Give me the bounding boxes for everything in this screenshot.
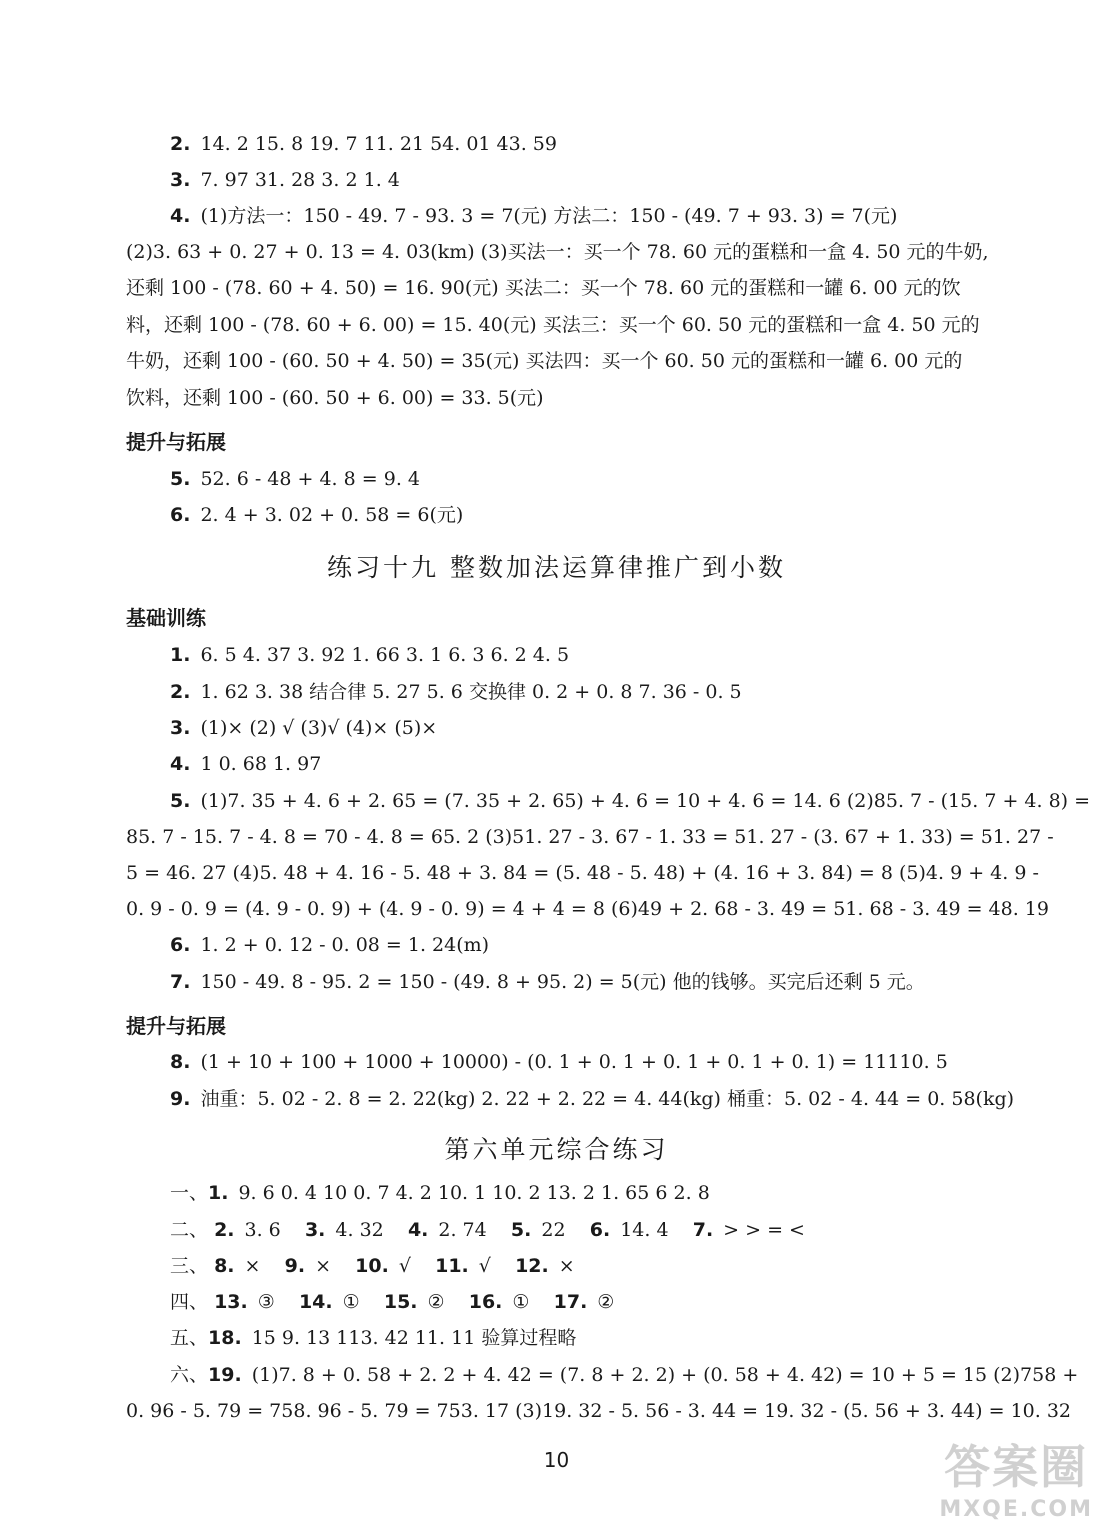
answer-line-5-cont: 85. 7 - 15. 7 - 4. 8 = 70 - 4. 8 = 65. 2 (3)51. 27 - 3. 67 - 1. 33 = 51. 27 - (3. 67 + 1. 33) = 51. 27 - xyxy=(126,826,1054,848)
page-number: 10 xyxy=(543,1448,570,1472)
answer-line-4-cont: (2)3. 63 + 0. 27 + 0. 13 = 4. 03(km) (3)买法一：买一个 78. 60 元的蛋糕和一盒 4. 50 元的牛奶, xyxy=(126,241,989,263)
answer-row-2: 二、 2. 3. 6 3. 4. 32 4. 2. 74 5. 22 6. 14. 4 7. > > = < xyxy=(170,1219,805,1241)
answer-row-1: 一、1. 9. 6 0. 4 10 0. 7 4. 2 10. 1 10. 2 13. 2 1. 65 6 2. 8 xyxy=(170,1182,710,1204)
answer-line-3: 3. (1)× (2) √ (3)√ (4)× (5)× xyxy=(170,717,438,739)
section-heading: 提升与拓展 xyxy=(126,430,226,454)
answer-line-4-cont: 料，还剩 100 - (78. 60 + 6. 00) = 15. 40(元) 买法三：买一个 60. 50 元的蛋糕和一盒 4. 50 元的 xyxy=(126,314,980,336)
answer-line-2: 2. 1. 62 3. 38 结合律 5. 27 5. 6 交换律 0. 2 + 0. 8 7. 36 - 0. 5 xyxy=(170,681,742,703)
section-heading: 提升与拓展 xyxy=(126,1014,226,1038)
answer-line-5: 5. (1)7. 35 + 4. 6 + 2. 65 = (7. 35 + 2. 65) + 4. 6 = 10 + 4. 6 = 14. 6 (2)85. 7 - (15. 7 + 4. 8) = xyxy=(170,790,1091,812)
answer-line-4-cont: 还剩 100 - (78. 60 + 4. 50) = 16. 90(元) 买法二：买一个 78. 60 元的蛋糕和一罐 6. 00 元的饮 xyxy=(126,277,961,299)
answer-row-3: 三、 8. × 9. × 10. √ 11. √ 12. × xyxy=(170,1255,575,1277)
answer-row-6: 六、19. (1)7. 8 + 0. 58 + 2. 2 + 4. 42 = (7. 8 + 2. 2) + (0. 58 + 4. 42) = 10 + 5 = 15 (2)758 + xyxy=(170,1364,1079,1386)
answer-line-6: 6. 1. 2 + 0. 12 - 0. 08 = 1. 24(m) xyxy=(170,934,490,956)
answer-line-3: 3. 7. 97 31. 28 3. 2 1. 4 xyxy=(170,169,400,191)
answer-line-5-cont: 0. 9 - 0. 9 = (4. 9 - 0. 9) + (4. 9 - 0. 9) = 4 + 4 = 8 (6)49 + 2. 68 - 3. 49 = 51. 68 - 3. 49 = 48. 19 xyxy=(126,898,1049,920)
watermark-url: MXQE.COM xyxy=(939,1497,1093,1522)
watermark-logo xyxy=(939,1431,1093,1522)
answer-line-9: 9. 油重：5. 02 - 2. 8 = 2. 22(kg) 2. 22 + 2. 22 = 4. 44(kg) 桶重：5. 02 - 4. 44 = 0. 58(kg) xyxy=(170,1088,1015,1110)
answer-line-2: 2. 14. 2 15. 8 19. 7 11. 21 54. 01 43. 59 xyxy=(170,133,557,155)
answer-line-5: 5. 52. 6 - 48 + 4. 8 = 9. 4 xyxy=(170,468,420,490)
answer-line-8: 8. (1 + 10 + 100 + 1000 + 10000) - (0. 1 + 0. 1 + 0. 1 + 0. 1 + 0. 1) = 11110. 5 xyxy=(170,1051,948,1073)
answer-line-4: 4. (1)方法一：150 - 49. 7 - 93. 3 = 7(元) 方法二：150 - (49. 7 + 93. 3) = 7(元) xyxy=(170,205,898,227)
answer-line-1: 1. 6. 5 4. 37 3. 92 1. 66 3. 1 6. 3 6. 2 4. 5 xyxy=(170,644,570,666)
watermark-text: 答案圈 xyxy=(944,1440,1089,1494)
answer-line-7: 7. 150 - 49. 8 - 95. 2 = 150 - (49. 8 + 95. 2) = 5(元) 他的钱够。买完后还剩 5 元。 xyxy=(170,971,925,993)
answer-line-4-cont: 牛奶，还剩 100 - (60. 50 + 4. 50) = 35(元) 买法四：买一个 60. 50 元的蛋糕和一罐 6. 00 元的 xyxy=(126,350,963,372)
answer-line-4-cont: 饮料，还剩 100 - (60. 50 + 6. 00) = 33. 5(元) xyxy=(126,387,544,409)
answer-line-6: 6. 2. 4 + 3. 02 + 0. 58 = 6(元) xyxy=(170,504,464,526)
section-heading: 基础训练 xyxy=(126,606,206,630)
answer-row-5: 五、18. 15 9. 13 113. 42 11. 11 验算过程略 xyxy=(170,1327,577,1349)
answer-line-5-cont: 5 = 46. 27 (4)5. 48 + 4. 16 - 5. 48 + 3. 84 = (5. 48 - 5. 48) + (4. 16 + 3. 84) = 8 (5)4. 9 + 4. 9 - xyxy=(126,862,1039,884)
answer-line-4: 4. 1 0. 68 1. 97 xyxy=(170,753,322,775)
answer-row-4: 四、 13. ③ 14. ① 15. ② 16. ① 17. ② xyxy=(170,1291,615,1313)
unit-title: 第六单元综合练习 xyxy=(444,1135,669,1164)
answer-row-6-cont: 0. 96 - 5. 79 = 758. 96 - 5. 79 = 753. 17 (3)19. 32 - 5. 56 - 3. 44 = 19. 32 - (5. 56 + 3. 44) = 10. 32 xyxy=(126,1400,1072,1422)
exercise-title: 练习十九 整数加法运算律推广到小数 xyxy=(327,553,786,582)
